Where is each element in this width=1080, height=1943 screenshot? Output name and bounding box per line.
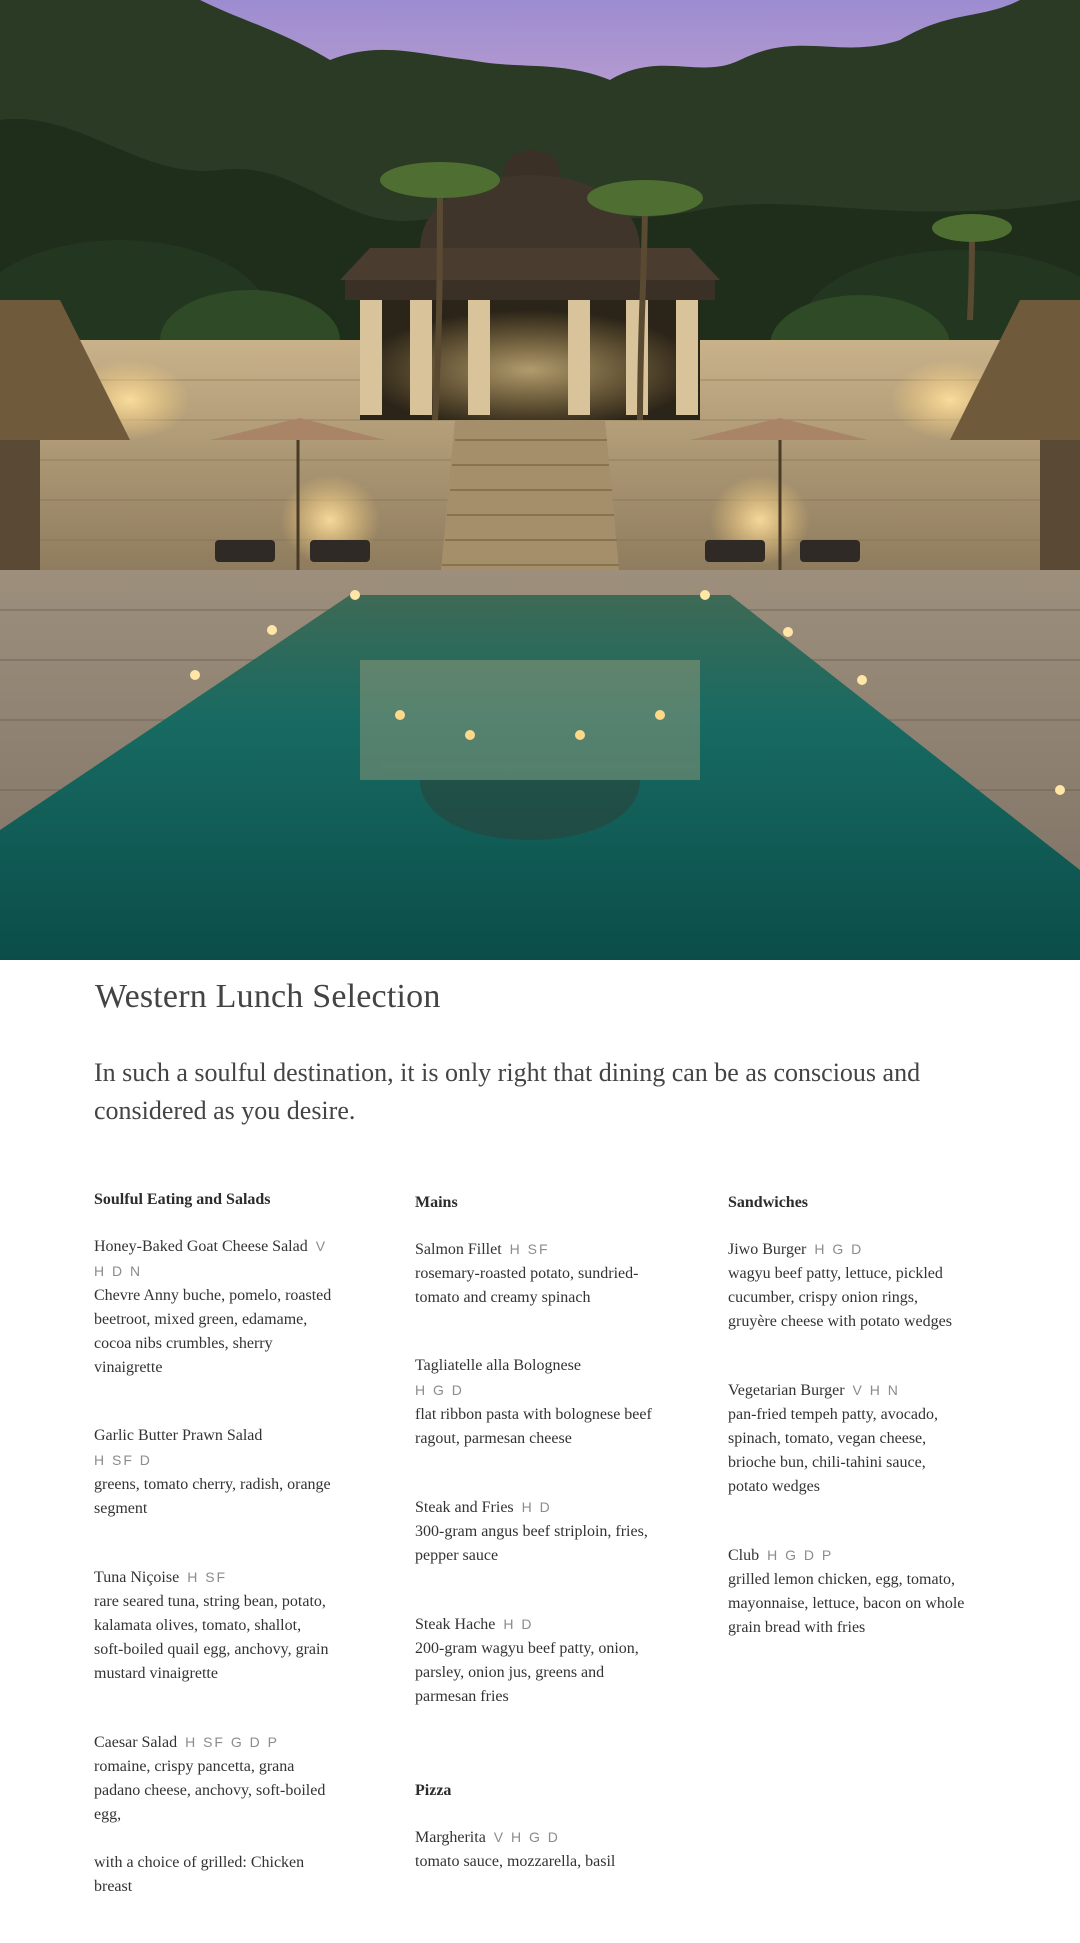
dietary-tags: H G D P [767,1547,834,1563]
dietary-tags: H SF G D P [185,1734,279,1750]
item-description: Chevre Anny buche, pomelo, roasted beetroot, mixed green, edamame, cocoa nibs crumbles, sherry vinaigrette [94,1287,332,1376]
item-description: tomato sauce, mozzarella, basil [415,1853,616,1870]
item-name: Steak Hache [415,1616,496,1633]
menu-item [415,1612,655,1709]
section-title-salads: Soulful Eating and Salads [94,1191,271,1208]
item-description: wagyu beef patty, lettuce, pickled cucumber, crispy onion rings, gruyère cheese with potato wedges [728,1265,952,1330]
dietary-tags: H SF [187,1569,228,1585]
section-title-pizza: Pizza [415,1782,452,1799]
item-description: 200-gram wagyu beef patty, onion, parsley, onion jus, greens and parmesan fries [415,1640,639,1705]
item-description: rosemary-roasted potato, sundried-tomato and creamy spinach [415,1265,639,1306]
dietary-tags: H G D [415,1382,464,1398]
item-name: Steak and Fries [415,1499,514,1516]
item-description: grilled lemon chicken, egg, tomato, mayonnaise, lettuce, bacon on whole grain bread with fries [728,1571,965,1636]
item-name: Salmon Fillet [415,1241,502,1258]
menu-item [415,1495,655,1568]
item-name: Tagliatelle alla Bolognese [415,1357,581,1374]
dietary-tags: H SF [509,1241,550,1257]
hero-scene [0,0,1080,960]
item-name: Jiwo Burger [728,1241,807,1258]
dietary-tags: H D [503,1616,534,1632]
menu-item [94,1424,334,1521]
item-name: Honey-Baked Goat Cheese Salad [94,1238,308,1255]
hero-image [0,0,1080,960]
item-description: flat ribbon pasta with bolognese beef ragout, parmesan cheese [415,1406,652,1447]
menu-item [728,1237,968,1334]
item-description: 300-gram angus beef striploin, fries, pepper sauce [415,1523,648,1564]
item-name: Caesar Salad [94,1734,178,1751]
section-title-sandwiches: Sandwiches [728,1194,809,1211]
dietary-tags: H D [521,1499,552,1515]
menu-column-salads [94,1190,334,1943]
item-description: rare seared tuna, string bean, potato, kalamata olives, tomato, shallot, soft-boiled quail egg, anchovy, grain mustard vinaigrette [94,1593,329,1682]
menu-item [94,1565,334,1686]
menu-item [415,1354,655,1451]
item-description: pan-fried tempeh patty, avocado, spinach, tomato, vegan cheese, brioche bun, chili-tahini sauce, potato wedges [728,1406,938,1495]
item-description: greens, tomato cherry, radish, orange segment [94,1476,331,1517]
page-title: Western Lunch Selection [95,978,441,1015]
intro-text: In such a soulful destination, it is only right that dining can be as conscious and considered as you desire. [94,1058,921,1125]
item-name: Club [728,1547,760,1564]
dietary-tags: V H D N [94,1238,328,1279]
item-description: romaine, crispy pancetta, grana padano cheese, anchovy, soft-boiled egg, [94,1758,326,1823]
dietary-tags: H G D [814,1241,864,1257]
item-extra-note: with a choice of grilled: Chicken breast [94,1854,305,1895]
dietary-tags: H SF D [94,1452,152,1468]
menu-item [94,1730,334,1899]
menu-column-mains [415,1193,655,1918]
dietary-tags: V H G D [493,1829,560,1845]
menu-item [415,1237,655,1310]
menu-item [728,1378,968,1499]
menu-item [94,1234,334,1380]
item-name: Tuna Niçoise [94,1569,180,1586]
menu-item [728,1543,968,1640]
item-name: Margherita [415,1829,486,1846]
menu-column-sandwiches [728,1193,968,1684]
section-title-mains: Mains [415,1194,458,1211]
item-name: Vegetarian Burger [728,1382,845,1399]
dietary-tags: V H N [852,1382,900,1398]
menu-item [415,1825,655,1874]
item-name: Garlic Butter Prawn Salad [94,1427,263,1444]
